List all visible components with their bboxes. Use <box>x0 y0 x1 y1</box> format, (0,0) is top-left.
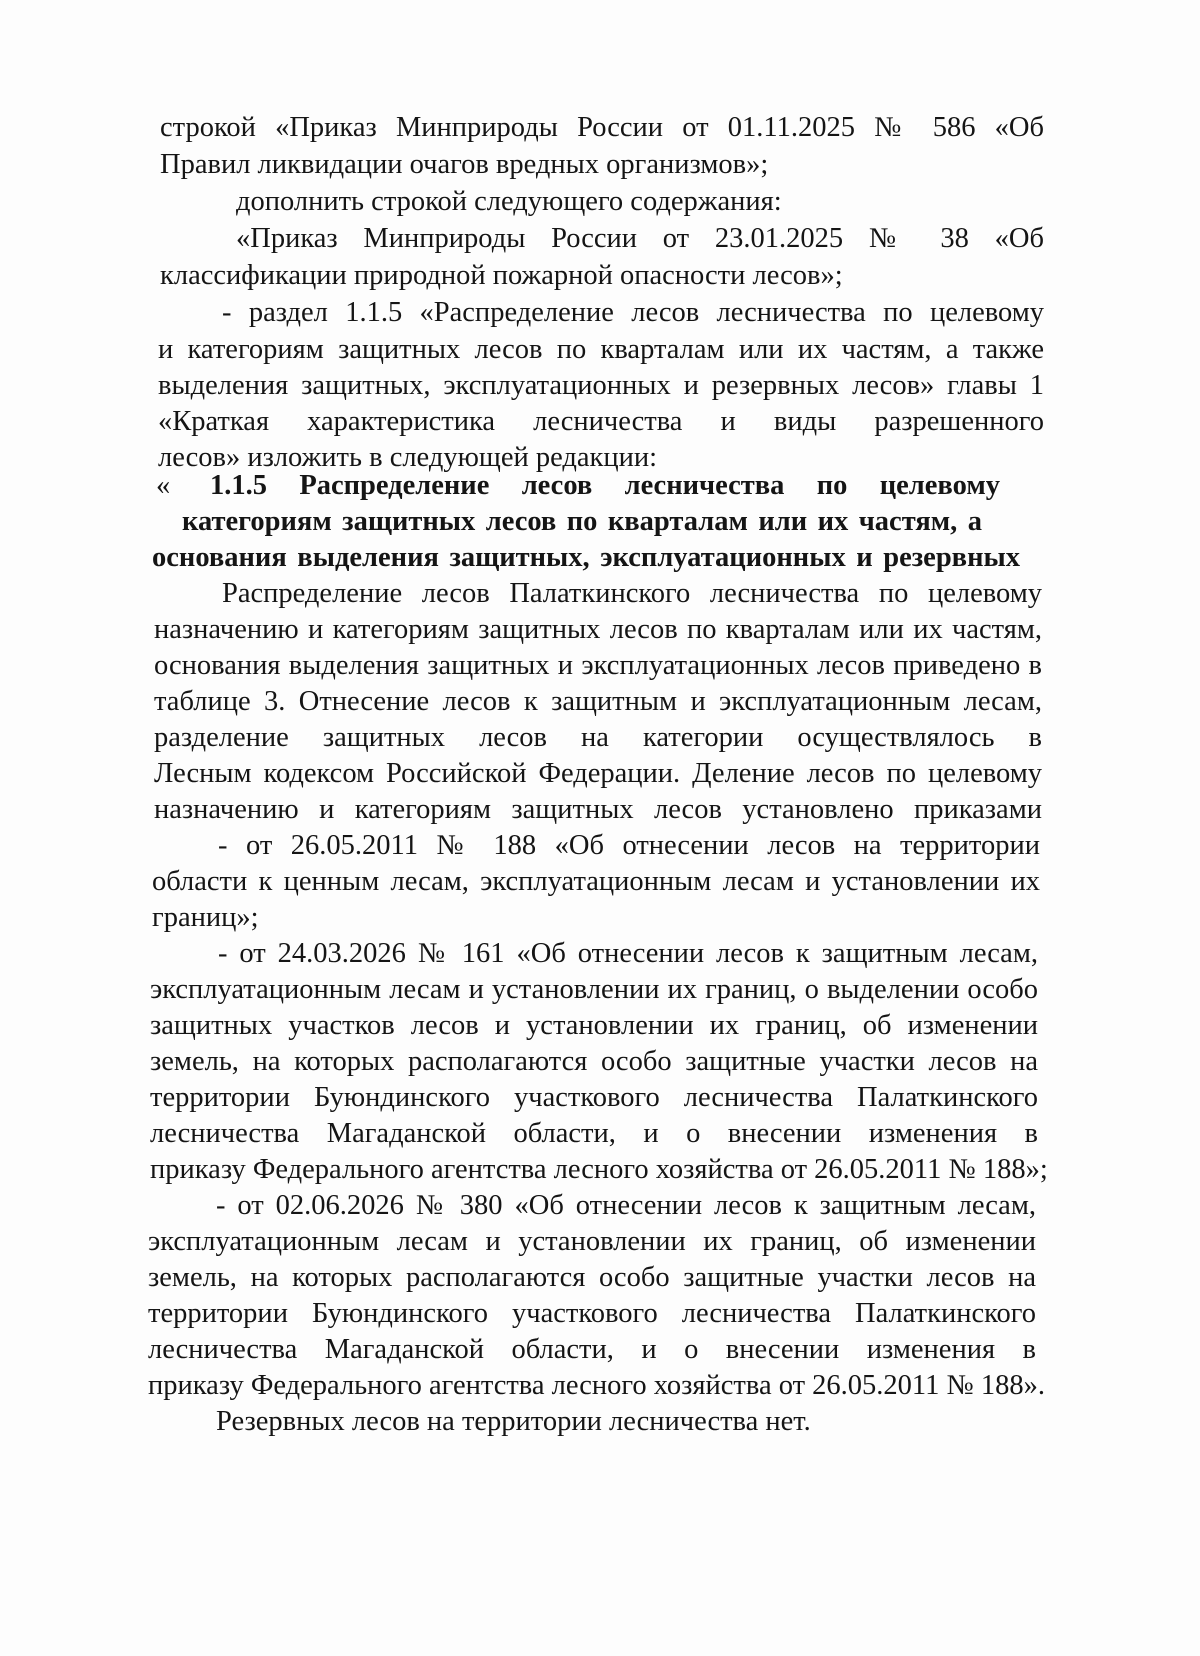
text-line: приказу Федерального агентства лесного хозяйства от 26.05.2011 № 188». <box>148 1370 1045 1401</box>
text-line: - от 02.06.2026 № 380 «Об отнесении лесов к защитным лесам, <box>216 1190 1036 1221</box>
text-line: назначению и категориям защитных лесов установлено приказами <box>154 794 1042 825</box>
text-line: - раздел 1.1.5 «Распределение лесов лесничества по целевому <box>222 297 1044 328</box>
text-line: основания выделения защитных и эксплуатационных лесов приведено в <box>154 650 1042 681</box>
text-line: лесов» изложить в следующей редакции: <box>158 442 658 473</box>
text-line: строкой «Приказ Минприроды России от 01.11.2025 № 586 «Об <box>160 112 1044 143</box>
text-line: приказу Федерального агентства лесного хозяйства от 26.05.2011 № 188»; <box>150 1154 1048 1185</box>
text-line: области к ценным лесам, эксплуатационным лесам и установлении их <box>152 866 1040 897</box>
text-line: - от 26.05.2011 № 188 «Об отнесении лесов на территории <box>218 830 1040 861</box>
text-line: территории Буюндинского участкового лесничества Палаткинского <box>150 1082 1038 1113</box>
text-line: защитных участков лесов и установлении их границ, об изменении <box>150 1010 1038 1041</box>
text-line: границ»; <box>152 902 259 933</box>
text-line: и категориям защитных лесов по кварталам или их частям, а также <box>158 334 1044 365</box>
section-heading: 1.1.5 Распределение лесов лесничества по целевому <box>210 470 1000 501</box>
text-line: земель, на которых располагаются особо защитные участки лесов на <box>150 1046 1038 1077</box>
text-line: Правил ликвидации очагов вредных организмов»; <box>160 149 769 180</box>
text-line: таблице 3. Отнесение лесов к защитным и эксплуатационным лесам, <box>154 686 1042 717</box>
text-line: территории Буюндинского участкового лесничества Палаткинского <box>148 1298 1036 1329</box>
text-line: земель, на которых располагаются особо защитные участки лесов на <box>148 1262 1036 1293</box>
text-line: «Краткая характеристика лесничества и виды разрешенного <box>158 406 1044 437</box>
text-line: разделение защитных лесов на категории осуществлялось в <box>154 722 1042 753</box>
text-line: - от 24.03.2026 № 161 «Об отнесении лесов к защитным лесам, <box>218 938 1038 969</box>
text-line: эксплуатационным лесам и установлении их границ, об изменении <box>148 1226 1036 1257</box>
quote-mark: « <box>156 470 171 501</box>
text-line: лесничества Магаданской области, и о внесении изменения в <box>150 1118 1038 1149</box>
text-line: эксплуатационным лесам и установлении их границ, о выделении особо <box>150 974 1038 1005</box>
text-line: классификации природной пожарной опасности лесов»; <box>160 260 843 291</box>
text-line: дополнить строкой следующего содержания: <box>236 186 782 217</box>
text-line: Распределение лесов Палаткинского лесничества по целевому <box>222 578 1042 609</box>
text-line: лесничества Магаданской области, и о внесении изменения в <box>148 1334 1036 1365</box>
section-heading: категориям защитных лесов по кварталам или их частям, а <box>182 506 982 537</box>
text-line: выделения защитных, эксплуатационных и резервных лесов» главы 1 <box>158 370 1044 401</box>
section-heading: основания выделения защитных, эксплуатационных и резервных <box>152 542 1020 573</box>
text-line: Резервных лесов на территории лесничества нет. <box>216 1406 811 1437</box>
text-line: «Приказ Минприроды России от 23.01.2025 № 38 «Об <box>236 223 1044 254</box>
text-line: назначению и категориям защитных лесов по кварталам или их частям, <box>154 614 1042 645</box>
text-line: Лесным кодексом Российской Федерации. Деление лесов по целевому <box>154 758 1042 789</box>
